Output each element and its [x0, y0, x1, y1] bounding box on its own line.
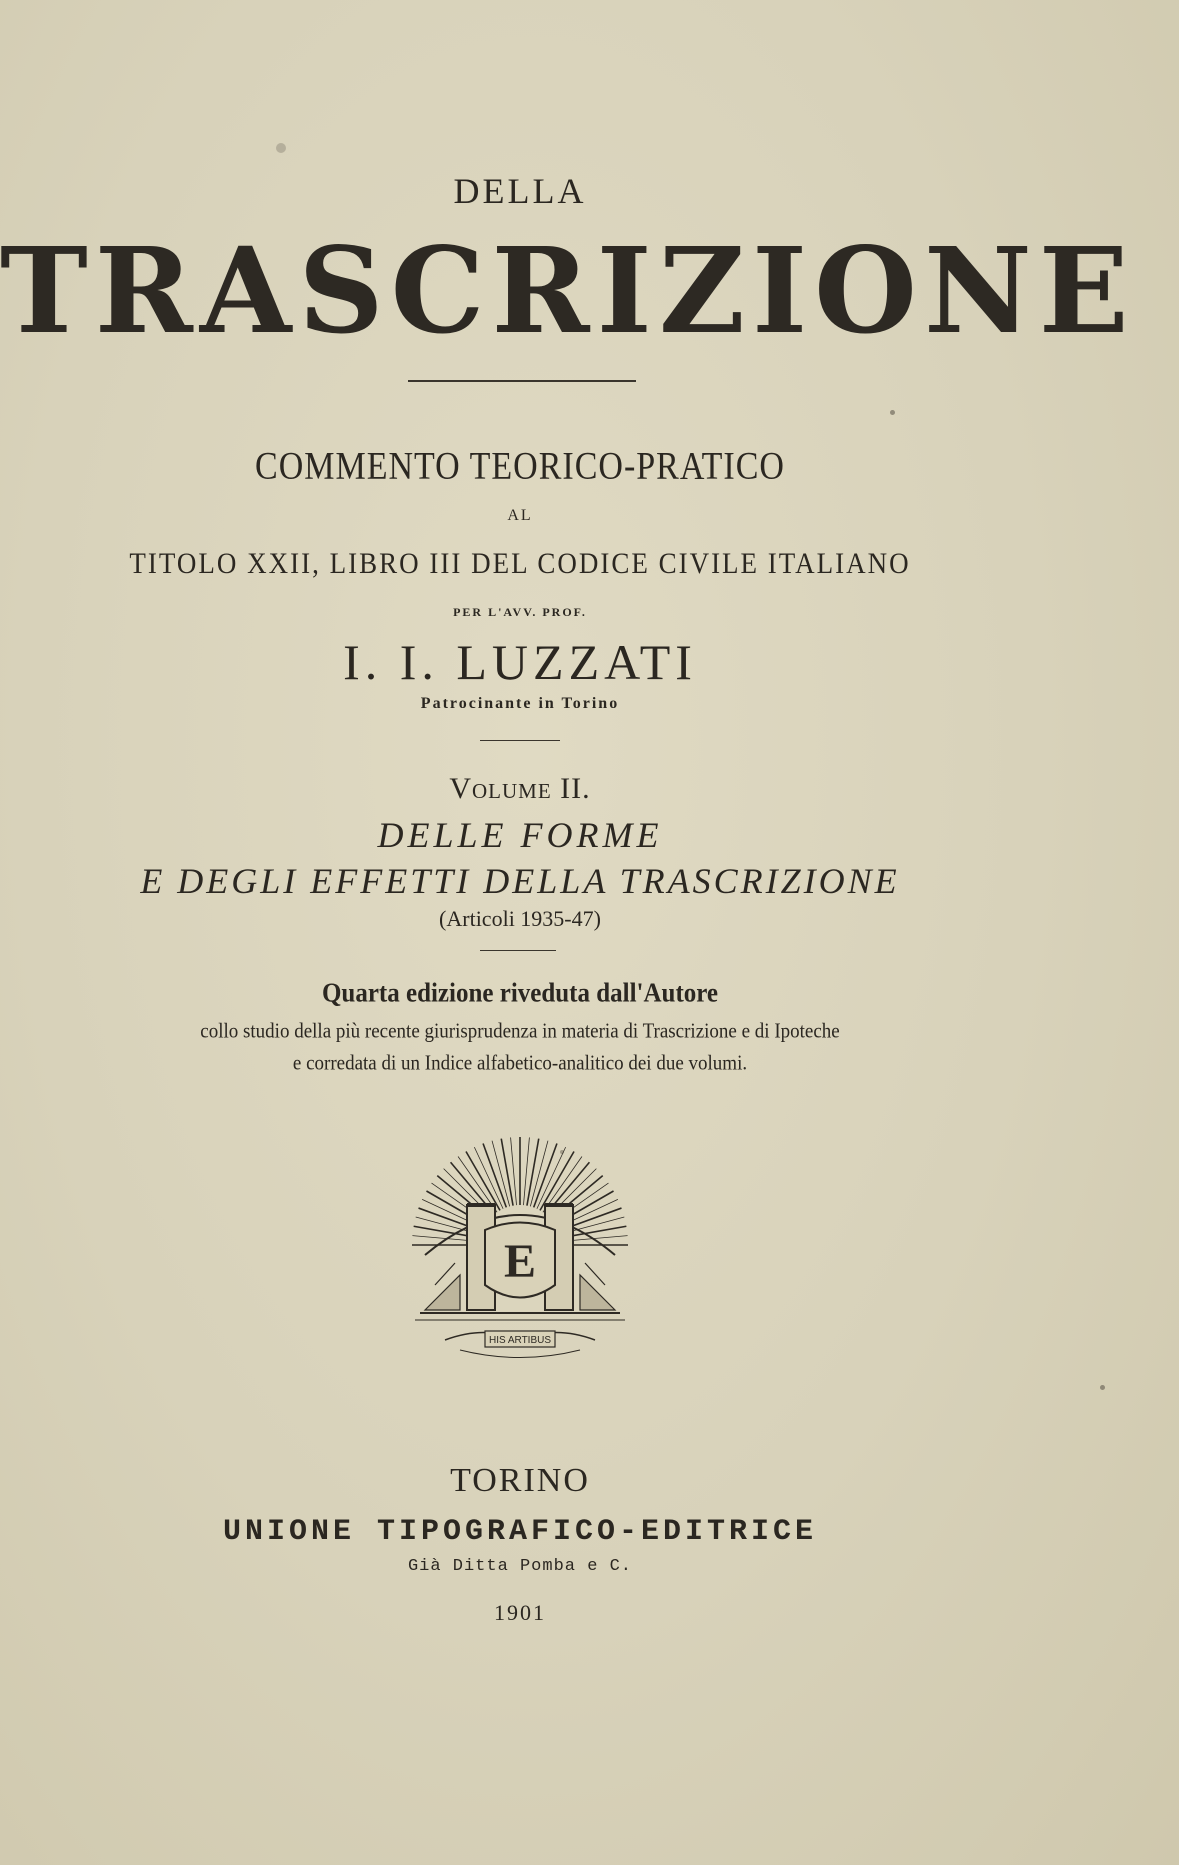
pretitle: DELLA — [453, 171, 587, 211]
publisher-note: Già Ditta Pomba e C. — [407, 1557, 633, 1576]
volume-title-line1: DELLE FORME — [377, 815, 663, 855]
book-title: TRASCRIZIONE — [0, 221, 1136, 360]
volume-number: Volume II. — [449, 772, 591, 805]
publisher: UNIONE TIPOGRAFICO-EDITRICE — [222, 1515, 818, 1549]
subject-line: TITOLO XXII, LIBRO III DEL CODICE CIVILE ITALIANO — [129, 546, 911, 580]
edition-note-line2: e corredata di un Indice alfabetico-analitico dei due volumi. — [292, 1051, 748, 1075]
edition-line: Quarta edizione riveduta dall'Autore — [321, 978, 719, 1009]
city: TORINO — [450, 1462, 590, 1499]
author-rule — [480, 740, 560, 741]
svg-text:E: E — [503, 1235, 537, 1288]
volume-rule — [480, 950, 556, 951]
paper-speck — [890, 410, 895, 415]
articles-range: (Articoli 1935-47) — [439, 906, 601, 931]
subtitle: COMMENTO TEORICO-PRATICO — [255, 445, 785, 488]
author-prefix: PER L'AVV. PROF. — [453, 605, 587, 619]
edition-note-line1: collo studio della più recente giurisprudenza in materia di Trascrizione e di Ipoteche — [200, 1019, 840, 1043]
paper-speck — [1100, 1385, 1105, 1390]
title-rule — [408, 380, 636, 382]
paper-speck — [276, 143, 286, 153]
paper-speck — [560, 1150, 564, 1154]
author-role: Patrocinante in Torino — [420, 695, 620, 712]
author-name: I. I. LUZZATI — [343, 634, 697, 690]
connector: AL — [507, 507, 533, 524]
publisher-emblem-icon — [405, 1135, 635, 1380]
publication-year: 1901 — [494, 1600, 546, 1625]
emblem-motto: HIS ARTIBUS — [488, 1335, 552, 1346]
volume-title-line2: E DEGLI EFFETTI DELLA TRASCRIZIONE — [140, 861, 900, 901]
